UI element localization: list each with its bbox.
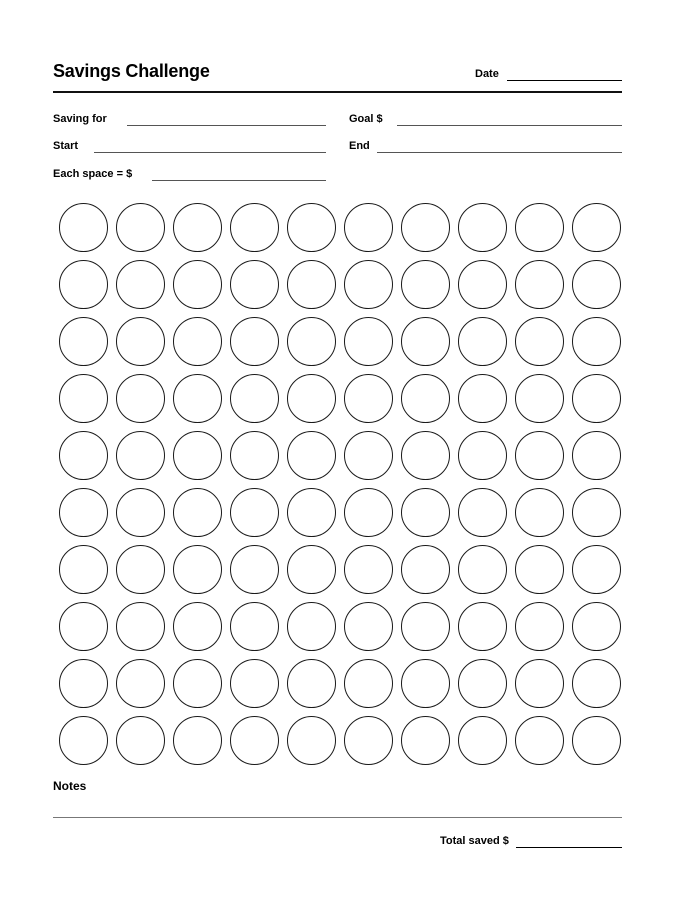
savings-space-circle[interactable] — [458, 374, 507, 423]
saving-for-field[interactable] — [127, 125, 326, 126]
savings-space-cell — [169, 712, 226, 769]
savings-space-circle[interactable] — [59, 716, 108, 765]
goal-label: Goal $ — [349, 113, 383, 125]
savings-space-cell — [112, 655, 169, 712]
savings-space-circle[interactable] — [515, 317, 564, 366]
savings-space-circle[interactable] — [458, 545, 507, 594]
savings-space-circle[interactable] — [287, 431, 336, 480]
savings-space-cell — [112, 598, 169, 655]
savings-space-circle[interactable] — [572, 260, 621, 309]
savings-space-circle[interactable] — [116, 488, 165, 537]
savings-space-circle[interactable] — [572, 317, 621, 366]
savings-space-cell — [397, 199, 454, 256]
date-label: Date — [475, 68, 499, 80]
savings-space-cell — [169, 256, 226, 313]
savings-space-cell — [454, 199, 511, 256]
savings-space-circle[interactable] — [401, 716, 450, 765]
savings-space-circle[interactable] — [401, 602, 450, 651]
total-saved-field[interactable] — [516, 847, 622, 848]
savings-space-circle[interactable] — [344, 374, 393, 423]
savings-space-circle[interactable] — [173, 488, 222, 537]
savings-space-circle[interactable] — [458, 488, 507, 537]
savings-space-cell — [454, 484, 511, 541]
savings-space-circle[interactable] — [344, 431, 393, 480]
savings-space-cell — [454, 370, 511, 427]
savings-space-circle[interactable] — [344, 317, 393, 366]
each-space-label: Each space = $ — [53, 168, 133, 180]
savings-space-cell — [340, 370, 397, 427]
savings-space-cell — [283, 655, 340, 712]
savings-space-circle[interactable] — [458, 431, 507, 480]
savings-space-circle[interactable] — [401, 374, 450, 423]
savings-space-circle[interactable] — [173, 317, 222, 366]
savings-space-circle[interactable] — [173, 374, 222, 423]
savings-space-cell — [340, 427, 397, 484]
savings-space-cell — [568, 541, 625, 598]
savings-space-circle[interactable] — [59, 488, 108, 537]
savings-space-cell — [568, 370, 625, 427]
savings-space-cell — [226, 712, 283, 769]
savings-space-circle[interactable] — [572, 659, 621, 708]
savings-space-cell — [55, 427, 112, 484]
savings-space-circle[interactable] — [116, 545, 165, 594]
savings-space-cell — [226, 199, 283, 256]
savings-space-circle[interactable] — [173, 203, 222, 252]
savings-space-cell — [283, 313, 340, 370]
savings-space-circle[interactable] — [401, 203, 450, 252]
savings-space-cell — [340, 598, 397, 655]
savings-space-cell — [568, 484, 625, 541]
savings-space-cell — [511, 598, 568, 655]
savings-space-cell — [283, 541, 340, 598]
savings-space-cell — [454, 256, 511, 313]
savings-space-circle[interactable] — [230, 317, 279, 366]
savings-space-circle[interactable] — [173, 659, 222, 708]
savings-space-cell — [454, 598, 511, 655]
savings-space-cell — [397, 484, 454, 541]
savings-space-circle[interactable] — [515, 431, 564, 480]
savings-space-circle[interactable] — [344, 203, 393, 252]
saving-for-label: Saving for — [53, 113, 107, 125]
savings-space-cell — [112, 256, 169, 313]
savings-space-cell — [568, 256, 625, 313]
end-label: End — [349, 140, 370, 152]
savings-space-cell — [568, 427, 625, 484]
savings-space-cell — [169, 541, 226, 598]
savings-space-cell — [511, 427, 568, 484]
savings-space-circle[interactable] — [230, 488, 279, 537]
savings-space-cell — [226, 541, 283, 598]
savings-space-cell — [226, 256, 283, 313]
savings-space-cell — [226, 598, 283, 655]
savings-space-circle[interactable] — [116, 602, 165, 651]
savings-space-cell — [397, 370, 454, 427]
savings-space-cell — [169, 199, 226, 256]
savings-space-cell — [283, 427, 340, 484]
savings-space-cell — [511, 370, 568, 427]
savings-space-circle[interactable] — [287, 602, 336, 651]
savings-space-cell — [55, 199, 112, 256]
each-space-field[interactable] — [152, 180, 326, 181]
savings-space-circle[interactable] — [59, 374, 108, 423]
savings-space-circle[interactable] — [344, 488, 393, 537]
savings-space-cell — [454, 313, 511, 370]
savings-space-circle[interactable] — [572, 374, 621, 423]
savings-space-circle[interactable] — [401, 659, 450, 708]
savings-space-circle[interactable] — [344, 659, 393, 708]
savings-space-circle[interactable] — [116, 374, 165, 423]
savings-space-cell — [169, 427, 226, 484]
savings-space-circle[interactable] — [59, 431, 108, 480]
savings-space-circle[interactable] — [173, 260, 222, 309]
savings-space-cell — [511, 541, 568, 598]
savings-space-cell — [568, 598, 625, 655]
savings-space-cell — [226, 427, 283, 484]
savings-space-cell — [169, 313, 226, 370]
savings-space-cell — [340, 484, 397, 541]
savings-space-cell — [511, 655, 568, 712]
savings-space-circle[interactable] — [515, 374, 564, 423]
savings-space-circle[interactable] — [230, 203, 279, 252]
savings-space-circle[interactable] — [59, 260, 108, 309]
savings-space-cell — [397, 427, 454, 484]
savings-space-circle[interactable] — [230, 716, 279, 765]
end-field[interactable] — [377, 152, 622, 153]
savings-space-cell — [283, 256, 340, 313]
savings-space-cell — [55, 541, 112, 598]
header-divider — [53, 91, 622, 93]
savings-space-circle[interactable] — [572, 545, 621, 594]
savings-space-cell — [283, 484, 340, 541]
savings-space-cell — [511, 313, 568, 370]
savings-space-circle[interactable] — [515, 260, 564, 309]
savings-space-cell — [283, 712, 340, 769]
start-field[interactable] — [94, 152, 326, 153]
savings-space-circle[interactable] — [458, 317, 507, 366]
savings-space-circle[interactable] — [230, 260, 279, 309]
savings-space-circle[interactable] — [401, 431, 450, 480]
savings-space-circle[interactable] — [287, 260, 336, 309]
savings-space-circle[interactable] — [515, 659, 564, 708]
goal-field[interactable] — [397, 125, 622, 126]
savings-space-circle[interactable] — [344, 545, 393, 594]
savings-space-circle[interactable] — [344, 260, 393, 309]
savings-space-cell — [55, 313, 112, 370]
savings-space-circle[interactable] — [287, 374, 336, 423]
savings-space-circle[interactable] — [344, 602, 393, 651]
savings-space-cell — [340, 541, 397, 598]
savings-space-circle[interactable] — [173, 545, 222, 594]
savings-space-cell — [511, 712, 568, 769]
savings-space-cell — [568, 199, 625, 256]
savings-space-circle[interactable] — [230, 659, 279, 708]
savings-space-circle[interactable] — [116, 431, 165, 480]
savings-space-circle[interactable] — [287, 716, 336, 765]
page-title: Savings Challenge — [53, 61, 210, 81]
savings-space-circle[interactable] — [344, 716, 393, 765]
savings-space-circle[interactable] — [59, 545, 108, 594]
savings-space-circle[interactable] — [458, 203, 507, 252]
savings-space-circle[interactable] — [458, 659, 507, 708]
savings-space-cell — [340, 199, 397, 256]
savings-space-cell — [340, 256, 397, 313]
savings-space-cell — [454, 655, 511, 712]
savings-space-cell — [55, 655, 112, 712]
savings-space-circle[interactable] — [116, 716, 165, 765]
savings-space-cell — [112, 484, 169, 541]
savings-space-circle[interactable] — [173, 431, 222, 480]
notes-label: Notes — [53, 779, 87, 793]
savings-space-circle[interactable] — [401, 260, 450, 309]
savings-space-circle[interactable] — [572, 602, 621, 651]
savings-space-circle[interactable] — [458, 602, 507, 651]
savings-space-cell — [397, 313, 454, 370]
notes-line[interactable] — [53, 817, 622, 818]
savings-space-circle[interactable] — [515, 545, 564, 594]
savings-space-circle[interactable] — [287, 545, 336, 594]
savings-space-cell — [226, 370, 283, 427]
savings-space-circle[interactable] — [59, 659, 108, 708]
savings-space-cell — [454, 427, 511, 484]
savings-space-circle[interactable] — [173, 716, 222, 765]
savings-space-circle[interactable] — [116, 659, 165, 708]
savings-space-cell — [112, 541, 169, 598]
savings-space-circle[interactable] — [287, 317, 336, 366]
savings-space-cell — [169, 484, 226, 541]
savings-space-cell — [283, 598, 340, 655]
savings-space-circle[interactable] — [515, 488, 564, 537]
savings-space-cell — [169, 655, 226, 712]
savings-space-cell — [169, 370, 226, 427]
savings-space-circle[interactable] — [116, 260, 165, 309]
savings-space-cell — [55, 370, 112, 427]
savings-space-circle[interactable] — [230, 374, 279, 423]
savings-space-cell — [55, 598, 112, 655]
savings-space-circle[interactable] — [515, 602, 564, 651]
savings-space-circle[interactable] — [287, 203, 336, 252]
savings-space-circle[interactable] — [401, 488, 450, 537]
savings-space-cell — [568, 712, 625, 769]
savings-space-circle[interactable] — [572, 716, 621, 765]
savings-space-circle[interactable] — [515, 716, 564, 765]
savings-space-circle[interactable] — [515, 203, 564, 252]
savings-space-cell — [55, 484, 112, 541]
savings-space-cell — [112, 427, 169, 484]
savings-space-circle[interactable] — [230, 602, 279, 651]
savings-space-cell — [226, 313, 283, 370]
savings-space-cell — [454, 712, 511, 769]
savings-space-circle[interactable] — [59, 317, 108, 366]
date-field[interactable] — [507, 80, 622, 81]
savings-space-cell — [454, 541, 511, 598]
savings-space-cell — [397, 256, 454, 313]
savings-space-cell — [55, 712, 112, 769]
savings-space-cell — [511, 256, 568, 313]
savings-space-cell — [397, 655, 454, 712]
savings-space-cell — [340, 712, 397, 769]
savings-space-cell — [340, 313, 397, 370]
savings-space-cell — [112, 199, 169, 256]
savings-space-cell — [568, 313, 625, 370]
savings-space-cell — [511, 484, 568, 541]
savings-space-circle[interactable] — [116, 203, 165, 252]
savings-space-cell — [340, 655, 397, 712]
savings-space-circle[interactable] — [287, 659, 336, 708]
savings-space-cell — [397, 598, 454, 655]
savings-space-cell — [112, 313, 169, 370]
savings-space-circle[interactable] — [572, 488, 621, 537]
savings-space-cell — [511, 199, 568, 256]
savings-space-cell — [226, 655, 283, 712]
savings-space-cell — [568, 655, 625, 712]
savings-space-circle[interactable] — [59, 203, 108, 252]
savings-space-cell — [169, 598, 226, 655]
savings-space-cell — [397, 712, 454, 769]
savings-space-circle[interactable] — [230, 431, 279, 480]
savings-space-circle[interactable] — [59, 602, 108, 651]
savings-space-cell — [283, 370, 340, 427]
savings-space-cell — [55, 256, 112, 313]
start-label: Start — [53, 140, 79, 152]
savings-space-cell — [226, 484, 283, 541]
savings-space-circle[interactable] — [401, 317, 450, 366]
savings-space-cell — [112, 712, 169, 769]
savings-circle-grid — [55, 199, 625, 769]
savings-space-circle[interactable] — [458, 716, 507, 765]
savings-space-circle[interactable] — [458, 260, 507, 309]
savings-space-circle[interactable] — [572, 431, 621, 480]
savings-space-cell — [112, 370, 169, 427]
savings-space-cell — [283, 199, 340, 256]
savings-space-circle[interactable] — [287, 488, 336, 537]
savings-space-circle[interactable] — [572, 203, 621, 252]
savings-space-circle[interactable] — [173, 602, 222, 651]
savings-space-cell — [397, 541, 454, 598]
savings-space-circle[interactable] — [230, 545, 279, 594]
total-saved-label: Total saved $ — [440, 835, 509, 847]
savings-space-circle[interactable] — [401, 545, 450, 594]
savings-space-circle[interactable] — [116, 317, 165, 366]
